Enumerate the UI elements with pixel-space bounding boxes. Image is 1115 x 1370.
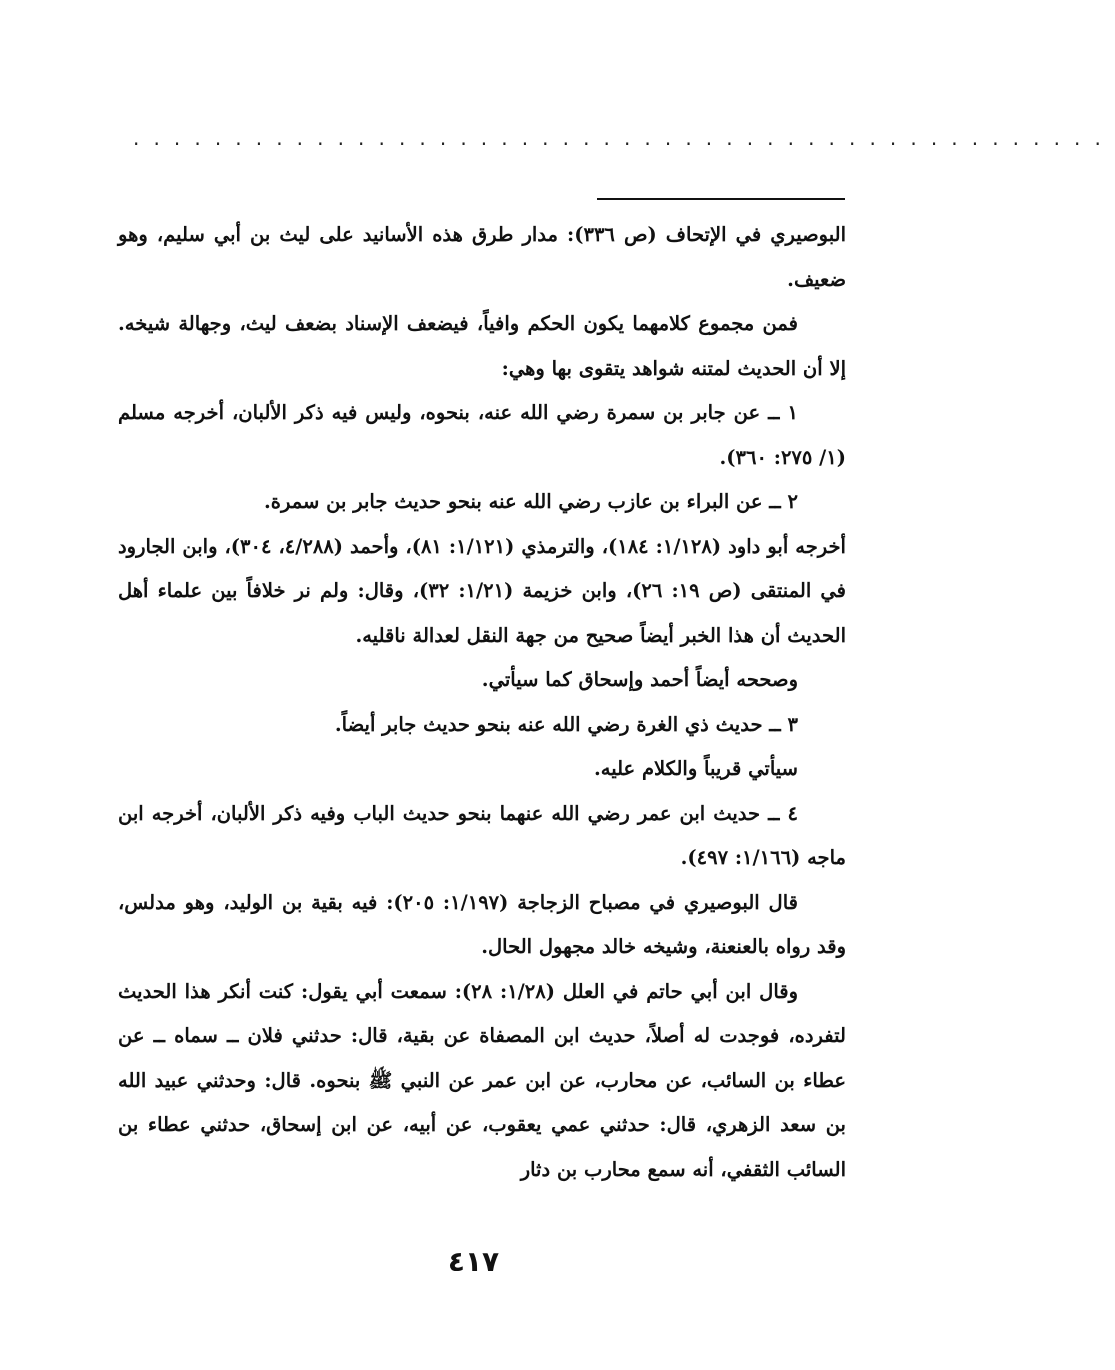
- paragraph: أخرجه أبو داود (١/١٢٨: ١٨٤)، والترمذي (١/١٢١: ٨١)، وأحمد (٤/٢٨٨، ٣٠٤)، وابن الجارود في المنتقى (ص ١٩: ٢٦)، وابن خزيمة (١/٢١: ٣٢)، وقال: ولم نر خلافاً بين علماء أهل الحديث أن هذا الخبر أيضاً صحيح من جهة النقل لعدالة ناقليه.: [118, 534, 846, 647]
- paragraph: ١ ــ عن جابر بن سمرة رضي الله عنه، بنحوه، وليس فيه ذكر الألبان، أخرجه مسلم (١/ ٢٧٥: ٣٦٠).: [118, 401, 846, 469]
- paragraph: وقال ابن أبي حاتم في العلل (١/٢٨: ٢٨): سمعت أبي يقول: كنت أنكر هذا الحديث لتفرده، فوجدت له أصلاً، حديث ابن المصفاة عن بقية، قال: حدثني فلان ــ سماه ــ عن عطاء بن السائب، عن محارب، عن ابن عمر عن النبي ﷺ بنحوه. قال: وحدثني عبيد الله بن سعد الزهري، قال: حدثني عمي يعقوب، عن أبيه، عن ابن إسحاق، حدثني عطاء بن السائب الثقفي، أنه سمع محارب بن دثار: [118, 979, 846, 1181]
- paragraph: قال البوصيري في مصباح الزجاجة (١/١٩٧: ٢٠٥): فيه بقية بن الوليد، وهو مدلس، وقد رواه بالعنعنة، وشيخه خالد مجهول الحال.: [118, 890, 846, 958]
- page-number: ٤١٧: [447, 1245, 500, 1278]
- paragraph: وصححه أيضاً أحمد وإسحاق كما سيأتي.: [481, 668, 798, 691]
- header-dotted-line: ................................................: [133, 126, 1115, 150]
- paragraph: فمن مجموع كلامهما يكون الحكم وافياً، فيضعف الإسناد بضعف ليث، وجهالة شيخه. إلا أن الحديث لمتنه شواهد يتقوى بها وهي:: [118, 312, 846, 380]
- footnote-separator: [597, 198, 845, 200]
- paragraph: ٤ ــ حديث ابن عمر رضي الله عنهما بنحو حديث الباب وفيه ذكر الألبان، أخرجه ابن ماجه (١/١٦٦: ٤٩٧).: [118, 801, 846, 869]
- footnote-text-body: [118, 213, 846, 1192]
- paragraph: سيأتي قريباً والكلام عليه.: [593, 757, 798, 780]
- paragraph: ٢ ــ عن البراء بن عازب رضي الله عنه بنحو حديث جابر بن سمرة.: [264, 490, 798, 513]
- paragraph: البوصيري في الإتحاف (ص ٣٣٦): مدار طرق هذه الأسانيد على ليث بن أبي سليم، وهو ضعيف.: [118, 223, 846, 291]
- paragraph: ٣ ــ حديث ذي الغرة رضي الله عنه بنحو حديث جابر أيضاً.: [334, 712, 798, 736]
